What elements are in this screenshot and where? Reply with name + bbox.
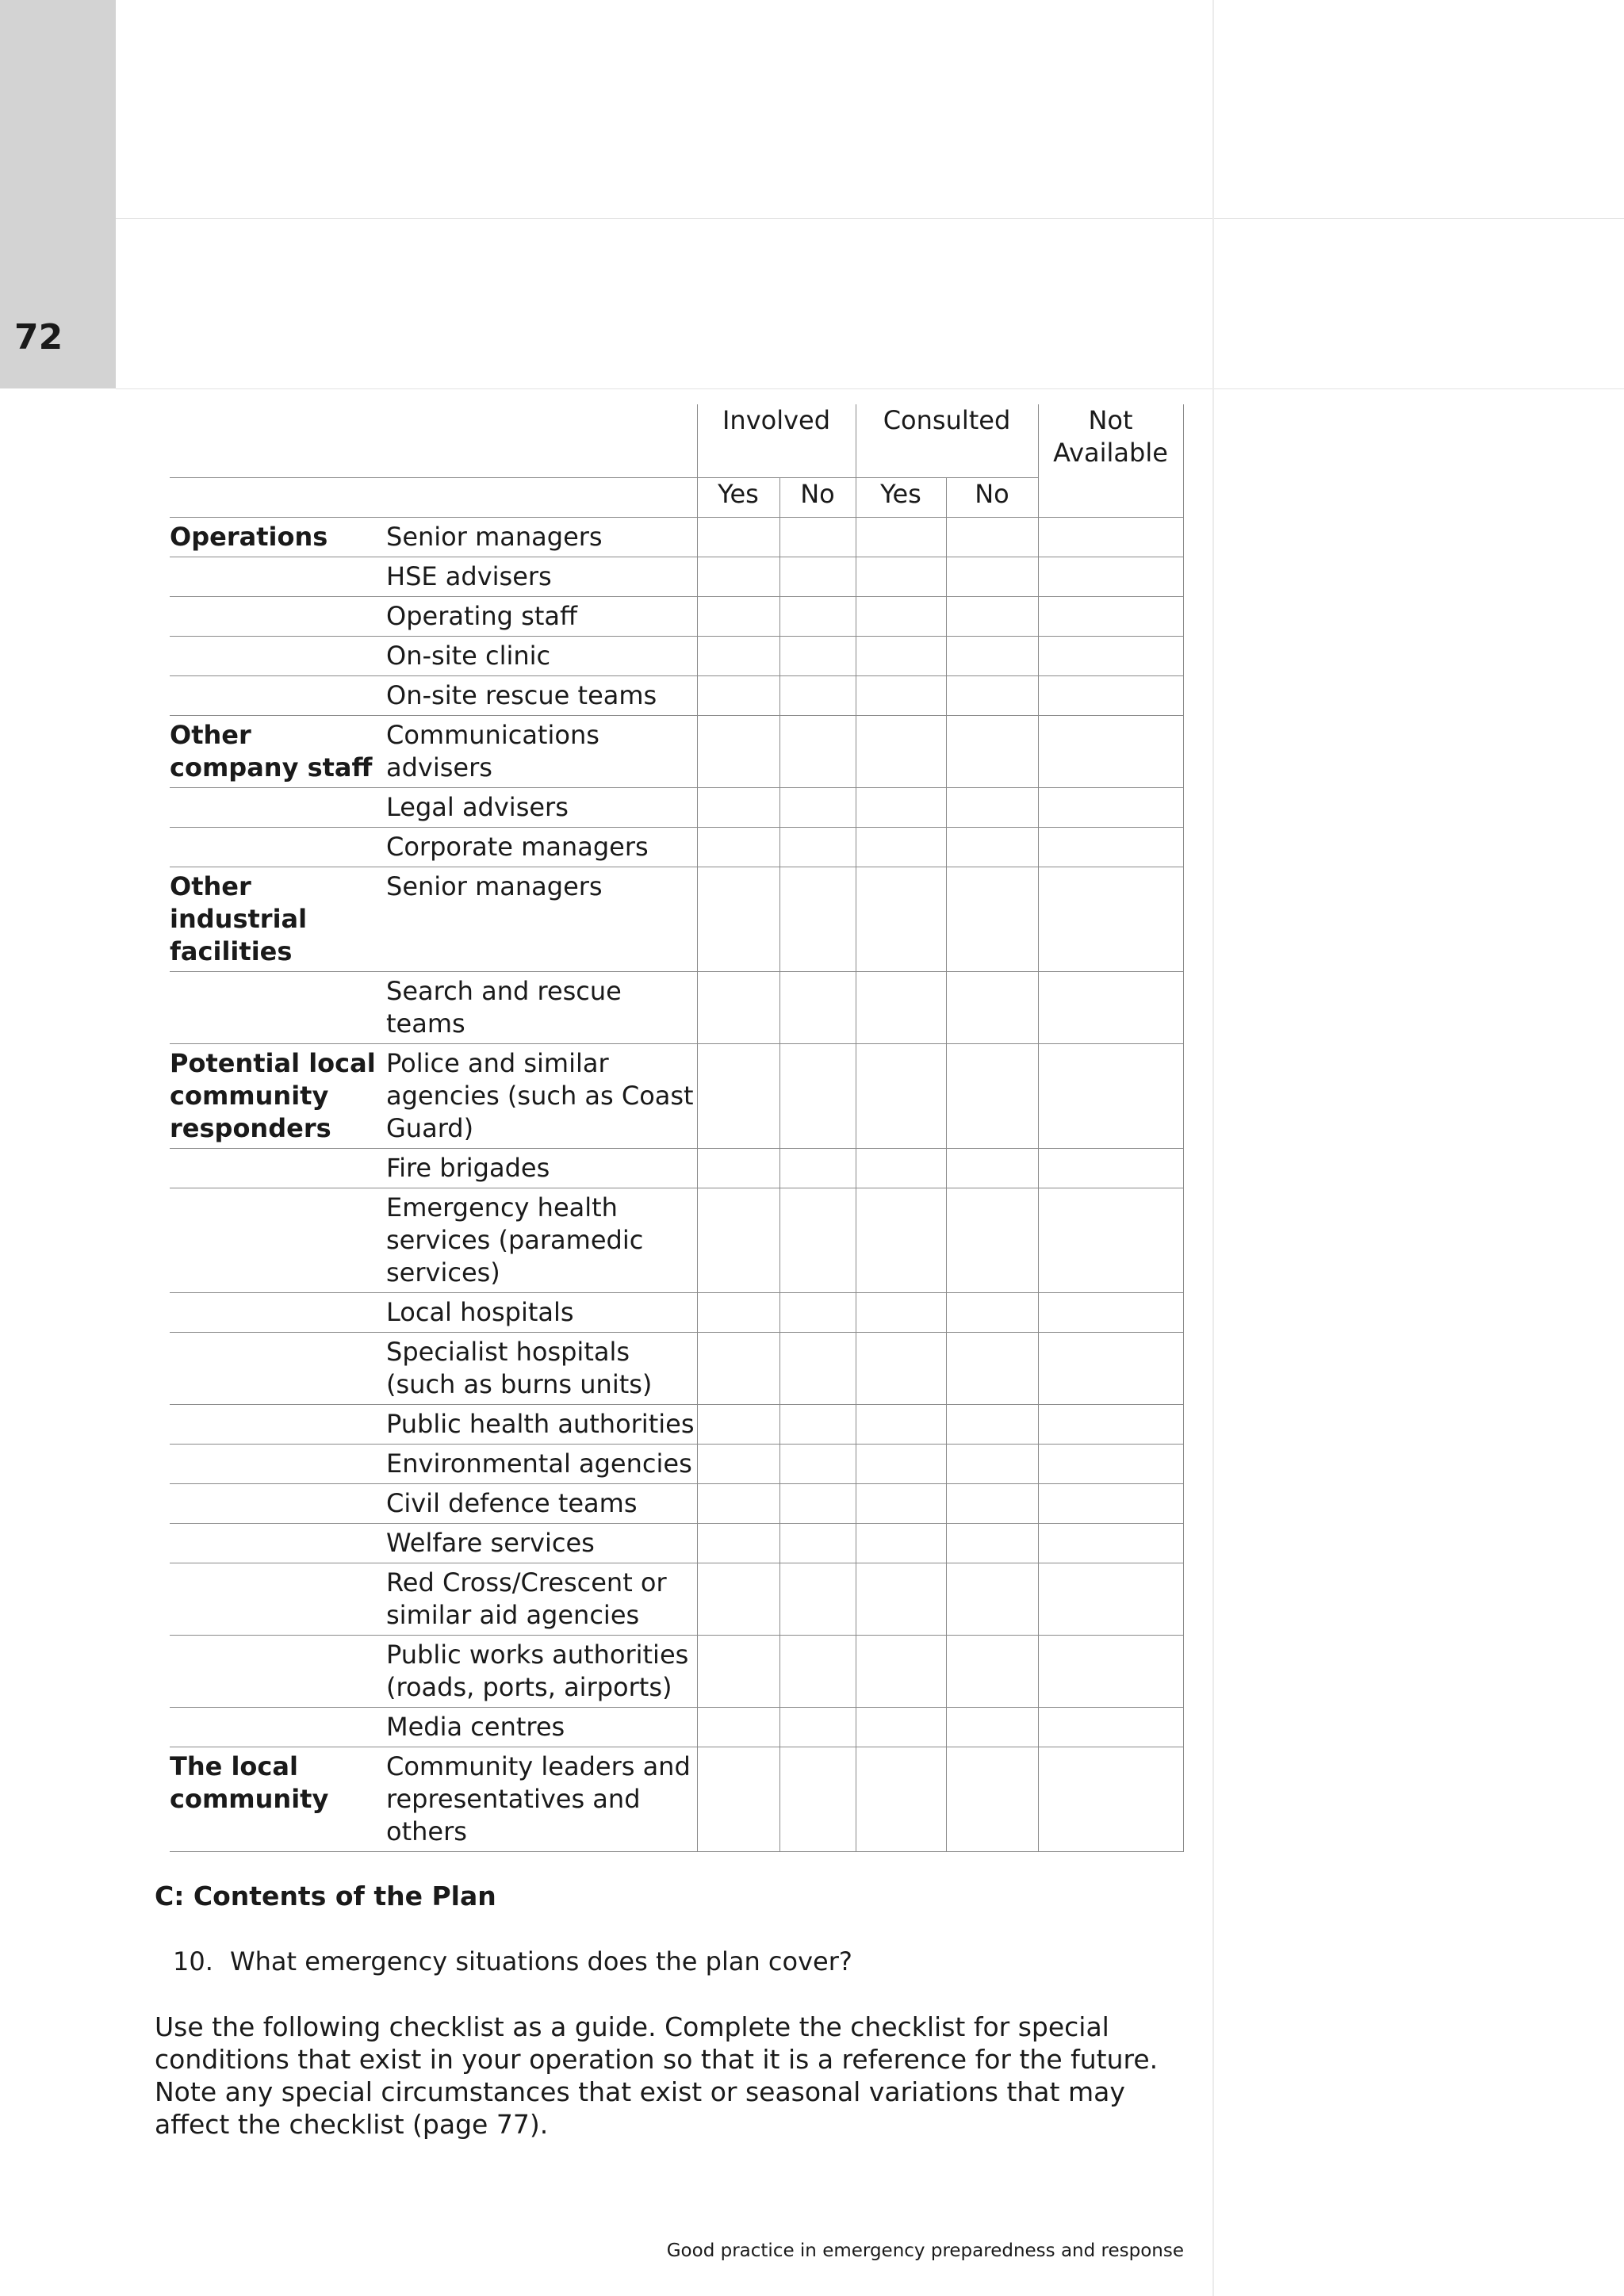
checkbox-cell-consulted-no[interactable] xyxy=(946,1635,1038,1707)
table-row xyxy=(170,1523,1183,1563)
checkbox-cell-consulted-no[interactable] xyxy=(946,1444,1038,1483)
row-group-label xyxy=(170,787,386,827)
checkbox-cell-not-available[interactable] xyxy=(1038,715,1183,787)
checkbox-cell-involved-no[interactable] xyxy=(779,675,856,715)
checkbox-cell-involved-yes[interactable] xyxy=(697,1707,779,1747)
checkbox-cell-involved-yes[interactable] xyxy=(697,1404,779,1444)
checkbox-cell-involved-no[interactable] xyxy=(779,596,856,636)
section-heading: C: Contents of the Plan xyxy=(155,1881,496,1911)
checkbox-cell-involved-no[interactable] xyxy=(779,557,856,596)
checkbox-cell-not-available[interactable] xyxy=(1038,1404,1183,1444)
checkbox-cell-consulted-no[interactable] xyxy=(946,557,1038,596)
page-number: 72 xyxy=(14,317,63,358)
checkbox-cell-involved-no[interactable] xyxy=(779,636,856,675)
checkbox-cell-consulted-yes[interactable] xyxy=(856,971,946,1043)
table-row xyxy=(170,1148,1183,1188)
checkbox-cell-consulted-no[interactable] xyxy=(946,1747,1038,1851)
row-item-label: Police and similar agencies (such as Coast Guard) xyxy=(386,1043,697,1148)
checkbox-cell-involved-no[interactable] xyxy=(779,1332,856,1404)
table-row xyxy=(170,1563,1183,1635)
checkbox-cell-consulted-yes[interactable] xyxy=(856,1707,946,1747)
checkbox-cell-involved-yes[interactable] xyxy=(697,557,779,596)
checkbox-cell-consulted-yes[interactable] xyxy=(856,1404,946,1444)
row-item-label: Environmental agencies xyxy=(386,1444,697,1483)
checkbox-cell-involved-no[interactable] xyxy=(779,827,856,867)
row-item-label: On-site clinic xyxy=(386,636,697,675)
checkbox-cell-not-available[interactable] xyxy=(1038,557,1183,596)
checkbox-cell-involved-yes[interactable] xyxy=(697,1292,779,1332)
row-item-label: Local hospitals xyxy=(386,1292,697,1332)
checkbox-cell-consulted-no[interactable] xyxy=(946,675,1038,715)
row-group-label xyxy=(170,1563,386,1635)
header-not-available-line1: Not xyxy=(1088,405,1133,435)
checkbox-cell-consulted-yes[interactable] xyxy=(856,636,946,675)
row-group-label xyxy=(170,596,386,636)
checkbox-cell-involved-no[interactable] xyxy=(779,971,856,1043)
checkbox-cell-involved-no[interactable] xyxy=(779,517,856,557)
question-10 xyxy=(173,1946,852,1976)
checkbox-cell-consulted-yes[interactable] xyxy=(856,1292,946,1332)
checkbox-cell-not-available[interactable] xyxy=(1038,1148,1183,1188)
checkbox-cell-involved-no[interactable] xyxy=(779,1523,856,1563)
checkbox-cell-not-available[interactable] xyxy=(1038,971,1183,1043)
checkbox-cell-involved-yes[interactable] xyxy=(697,1444,779,1483)
checkbox-cell-consulted-yes[interactable] xyxy=(856,675,946,715)
checkbox-cell-consulted-no[interactable] xyxy=(946,1148,1038,1188)
checkbox-cell-involved-yes[interactable] xyxy=(697,867,779,971)
checkbox-cell-consulted-yes[interactable] xyxy=(856,1043,946,1148)
checkbox-cell-consulted-yes[interactable] xyxy=(856,1747,946,1851)
row-item-label: On-site rescue teams xyxy=(386,675,697,715)
row-group-label xyxy=(170,636,386,675)
row-group-label xyxy=(170,1148,386,1188)
checkbox-cell-involved-yes[interactable] xyxy=(697,1483,779,1523)
header-blank xyxy=(170,404,697,477)
row-item-label: Operating staff xyxy=(386,596,697,636)
footer-text: Good practice in emergency preparedness and response xyxy=(666,2241,1184,2261)
checkbox-cell-involved-yes[interactable] xyxy=(697,827,779,867)
checkbox-cell-involved-yes[interactable] xyxy=(697,1635,779,1707)
row-group-label xyxy=(170,1635,386,1707)
checkbox-cell-consulted-yes[interactable] xyxy=(856,827,946,867)
checkbox-cell-not-available[interactable] xyxy=(1038,1707,1183,1747)
checkbox-cell-consulted-no[interactable] xyxy=(946,1404,1038,1444)
checkbox-cell-involved-no[interactable] xyxy=(779,867,856,971)
table-row xyxy=(170,1635,1183,1707)
checkbox-cell-not-available[interactable] xyxy=(1038,787,1183,827)
checkbox-cell-not-available[interactable] xyxy=(1038,1523,1183,1563)
margin-rule xyxy=(1212,0,1214,2296)
checkbox-cell-involved-no[interactable] xyxy=(779,1292,856,1332)
checkbox-cell-involved-yes[interactable] xyxy=(697,636,779,675)
table-row xyxy=(170,557,1183,596)
table-row xyxy=(170,715,1183,787)
row-item-label: Legal advisers xyxy=(386,787,697,827)
checkbox-cell-involved-yes[interactable] xyxy=(697,596,779,636)
row-item-label: Senior managers xyxy=(386,867,697,971)
table-row xyxy=(170,827,1183,867)
checkbox-cell-involved-yes[interactable] xyxy=(697,1563,779,1635)
divider-header xyxy=(116,388,1624,389)
checkbox-cell-not-available[interactable] xyxy=(1038,1563,1183,1635)
checkbox-cell-involved-yes[interactable] xyxy=(697,1332,779,1404)
row-group-label xyxy=(170,1444,386,1483)
checkbox-cell-consulted-no[interactable] xyxy=(946,715,1038,787)
row-item-label: Corporate managers xyxy=(386,827,697,867)
row-group-label xyxy=(170,971,386,1043)
table-row xyxy=(170,517,1183,557)
row-item-label: Search and rescue teams xyxy=(386,971,697,1043)
table-row xyxy=(170,1747,1183,1851)
checkbox-cell-involved-yes[interactable] xyxy=(697,1523,779,1563)
checkbox-cell-not-available[interactable] xyxy=(1038,1483,1183,1523)
checkbox-cell-involved-yes[interactable] xyxy=(697,1747,779,1851)
checkbox-cell-involved-no[interactable] xyxy=(779,1707,856,1747)
checkbox-cell-consulted-no[interactable] xyxy=(946,1043,1038,1148)
checkbox-cell-not-available[interactable] xyxy=(1038,1747,1183,1851)
table-body xyxy=(170,517,1183,1851)
checkbox-cell-not-available[interactable] xyxy=(1038,827,1183,867)
table-row xyxy=(170,1043,1183,1148)
checkbox-cell-involved-yes[interactable] xyxy=(697,1148,779,1188)
subheader-consulted-no: No xyxy=(946,477,1038,517)
table-row xyxy=(170,1707,1183,1747)
row-item-label: HSE advisers xyxy=(386,557,697,596)
checkbox-cell-consulted-yes[interactable] xyxy=(856,787,946,827)
checkbox-cell-involved-no[interactable] xyxy=(779,1404,856,1444)
header-involved: Involved xyxy=(697,404,856,477)
checkbox-cell-not-available[interactable] xyxy=(1038,596,1183,636)
header-consulted: Consulted xyxy=(856,404,1038,477)
table-row xyxy=(170,1444,1183,1483)
checkbox-cell-consulted-yes[interactable] xyxy=(856,1188,946,1292)
row-group-label: Operations xyxy=(170,517,386,557)
checkbox-cell-not-available[interactable] xyxy=(1038,1635,1183,1707)
divider-top xyxy=(116,218,1624,219)
checkbox-cell-consulted-yes[interactable] xyxy=(856,517,946,557)
header-not-available-line2: Available xyxy=(1053,438,1168,468)
checkbox-cell-consulted-no[interactable] xyxy=(946,1332,1038,1404)
row-group-label xyxy=(170,1483,386,1523)
checkbox-cell-not-available[interactable] xyxy=(1038,1188,1183,1292)
checkbox-cell-not-available[interactable] xyxy=(1038,636,1183,675)
checkbox-cell-not-available[interactable] xyxy=(1038,1292,1183,1332)
table-row xyxy=(170,636,1183,675)
checkbox-cell-consulted-no[interactable] xyxy=(946,1523,1038,1563)
checkbox-cell-consulted-yes[interactable] xyxy=(856,867,946,971)
checkbox-cell-consulted-yes[interactable] xyxy=(856,557,946,596)
checkbox-cell-not-available[interactable] xyxy=(1038,675,1183,715)
row-group-label: The local community xyxy=(170,1747,386,1851)
checkbox-cell-involved-yes[interactable] xyxy=(697,1188,779,1292)
checkbox-cell-involved-no[interactable] xyxy=(779,1747,856,1851)
table-row xyxy=(170,1332,1183,1404)
table-row xyxy=(170,596,1183,636)
checkbox-cell-consulted-no[interactable] xyxy=(946,517,1038,557)
checkbox-cell-involved-no[interactable] xyxy=(779,787,856,827)
row-item-label: Civil defence teams xyxy=(386,1483,697,1523)
row-group-label xyxy=(170,1292,386,1332)
header-not-available xyxy=(1038,404,1183,517)
checkbox-cell-involved-yes[interactable] xyxy=(697,517,779,557)
table-row xyxy=(170,867,1183,971)
checkbox-cell-involved-yes[interactable] xyxy=(697,971,779,1043)
table-row xyxy=(170,971,1183,1043)
row-item-label: Community leaders and representatives and others xyxy=(386,1747,697,1851)
checkbox-cell-involved-no[interactable] xyxy=(779,1444,856,1483)
checkbox-cell-involved-no[interactable] xyxy=(779,715,856,787)
checkbox-cell-involved-no[interactable] xyxy=(779,1563,856,1635)
checkbox-cell-involved-yes[interactable] xyxy=(697,787,779,827)
row-item-label: Emergency health services (paramedic services) xyxy=(386,1188,697,1292)
checkbox-cell-involved-no[interactable] xyxy=(779,1188,856,1292)
checkbox-cell-involved-no[interactable] xyxy=(779,1148,856,1188)
checkbox-cell-consulted-no[interactable] xyxy=(946,1707,1038,1747)
row-item-label: Public works authorities (roads, ports, airports) xyxy=(386,1635,697,1707)
subheader-consulted-yes: Yes xyxy=(856,477,946,517)
row-group-label xyxy=(170,557,386,596)
row-item-label: Media centres xyxy=(386,1707,697,1747)
checkbox-cell-involved-yes[interactable] xyxy=(697,1043,779,1148)
checkbox-cell-consulted-yes[interactable] xyxy=(856,1635,946,1707)
checkbox-cell-not-available[interactable] xyxy=(1038,1332,1183,1404)
table-row xyxy=(170,1188,1183,1292)
table-row xyxy=(170,1483,1183,1523)
question-number: 10. xyxy=(173,1946,213,1976)
row-group-label xyxy=(170,1523,386,1563)
checkbox-cell-consulted-yes[interactable] xyxy=(856,1332,946,1404)
checkbox-cell-consulted-yes[interactable] xyxy=(856,1563,946,1635)
table-row xyxy=(170,1292,1183,1332)
checkbox-cell-consulted-no[interactable] xyxy=(946,827,1038,867)
subheader-blank xyxy=(170,477,697,517)
responders-table xyxy=(170,404,1184,1852)
checkbox-cell-not-available[interactable] xyxy=(1038,867,1183,971)
table-header-row xyxy=(170,404,1183,477)
instructions-paragraph: Use the following checklist as a guide. Complete the checklist for special conditions that exist in your operation so that it is a reference for the future. Note any special circumstances that exist or seasonal variations that may affect the checklist (page 77). xyxy=(155,2011,1159,2140)
row-group-label: Other industrial facilities xyxy=(170,867,386,971)
row-group-label xyxy=(170,827,386,867)
checkbox-cell-consulted-no[interactable] xyxy=(946,787,1038,827)
row-group-label: Other company staff xyxy=(170,715,386,787)
table-row xyxy=(170,787,1183,827)
checkbox-cell-consulted-no[interactable] xyxy=(946,867,1038,971)
checkbox-cell-consulted-no[interactable] xyxy=(946,596,1038,636)
checkbox-cell-consulted-yes[interactable] xyxy=(856,596,946,636)
row-item-label: Fire brigades xyxy=(386,1148,697,1188)
row-item-label: Public health authorities xyxy=(386,1404,697,1444)
subheader-involved-no: No xyxy=(779,477,856,517)
checkbox-cell-consulted-yes[interactable] xyxy=(856,1444,946,1483)
checkbox-cell-consulted-no[interactable] xyxy=(946,636,1038,675)
row-item-label: Communications advisers xyxy=(386,715,697,787)
checkbox-cell-consulted-yes[interactable] xyxy=(856,1148,946,1188)
checkbox-cell-not-available[interactable] xyxy=(1038,517,1183,557)
checkbox-cell-consulted-no[interactable] xyxy=(946,1292,1038,1332)
subheader-involved-yes: Yes xyxy=(697,477,779,517)
checkbox-cell-involved-no[interactable] xyxy=(779,1635,856,1707)
table-row xyxy=(170,675,1183,715)
checkbox-cell-involved-yes[interactable] xyxy=(697,675,779,715)
row-group-label xyxy=(170,1332,386,1404)
row-item-label: Senior managers xyxy=(386,517,697,557)
checkbox-cell-consulted-no[interactable] xyxy=(946,1483,1038,1523)
row-group-label xyxy=(170,1707,386,1747)
row-item-label: Specialist hospitals (such as burns units) xyxy=(386,1332,697,1404)
row-item-label: Welfare services xyxy=(386,1523,697,1563)
checkbox-cell-consulted-no[interactable] xyxy=(946,1563,1038,1635)
checkbox-cell-involved-no[interactable] xyxy=(779,1043,856,1148)
row-group-label xyxy=(170,1404,386,1444)
row-group-label xyxy=(170,675,386,715)
checkbox-cell-not-available[interactable] xyxy=(1038,1043,1183,1148)
checkbox-cell-consulted-yes[interactable] xyxy=(856,1483,946,1523)
checkbox-cell-consulted-no[interactable] xyxy=(946,971,1038,1043)
checkbox-cell-consulted-yes[interactable] xyxy=(856,715,946,787)
checkbox-cell-not-available[interactable] xyxy=(1038,1444,1183,1483)
table-row xyxy=(170,1404,1183,1444)
checkbox-cell-involved-no[interactable] xyxy=(779,1483,856,1523)
table-subheader-row xyxy=(170,477,1183,517)
checkbox-cell-involved-yes[interactable] xyxy=(697,715,779,787)
checkbox-cell-consulted-yes[interactable] xyxy=(856,1523,946,1563)
question-text: What emergency situations does the plan cover? xyxy=(230,1946,852,1976)
row-group-label xyxy=(170,1188,386,1292)
checkbox-cell-consulted-no[interactable] xyxy=(946,1188,1038,1292)
row-item-label: Red Cross/Crescent or similar aid agencies xyxy=(386,1563,697,1635)
row-group-label: Potential local community responders xyxy=(170,1043,386,1148)
